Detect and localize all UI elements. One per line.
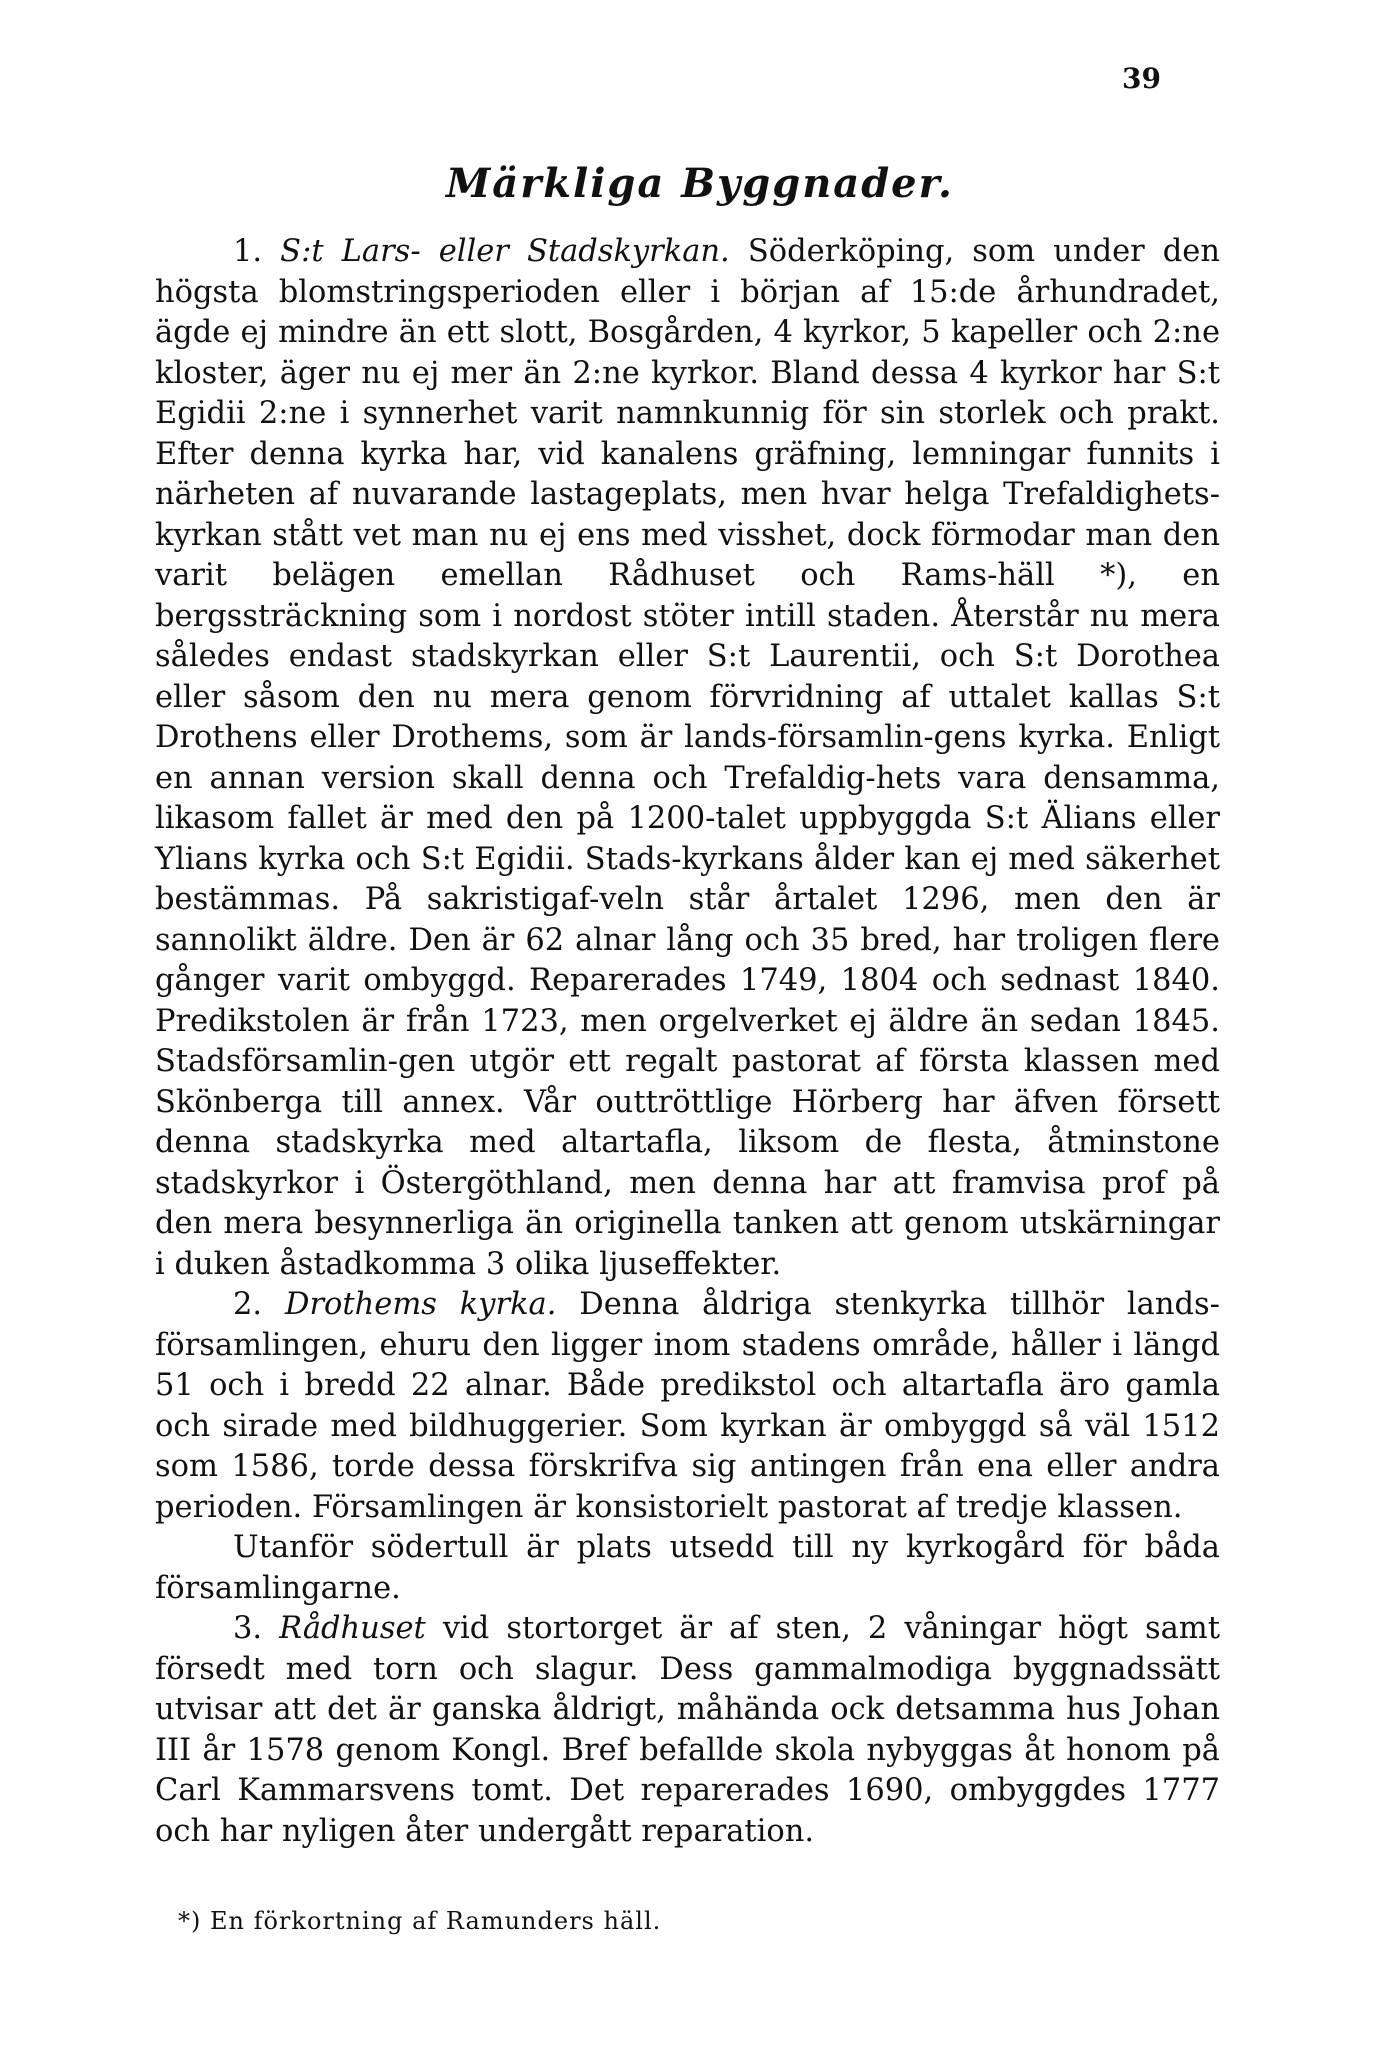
- section-title: Drothems kyrka.: [284, 1287, 557, 1322]
- section-number: 2.: [233, 1287, 263, 1322]
- section-text: vid stortorget är af sten, 2 våningar högt samt försedt med torn och slagur. Dess gammalmodiga byggnadssätt utvisar att det är ganska åldrigt, måhända ock detsamma hus Johan III år 1578 genom Kongl. Bref befallde skola nybyggas åt honom på Carl Kammarsvens tomt. Det reparerades 1690, ombyggdes 1777 och har nyligen åter undergått reparation.: [155, 1611, 1220, 1849]
- paragraph-4: [155, 1609, 1220, 1852]
- paragraph-1: [155, 232, 1220, 1285]
- section-text: Denna åldriga stenkyrka tillhör lands-församlingen, ehuru den ligger inom stadens område, håller i längd 51 och i bredd 22 alnar. Både predikstol och altartafla äro gamla och sirade med bildhuggerier. Som kyrkan är ombyggd så väl 1512 som 1586, torde dessa förskrifva sig antingen från ena eller andra perioden. Församlingen är konsistorielt pastorat af tredje klassen.: [155, 1287, 1220, 1525]
- section-number: 3.: [233, 1611, 263, 1646]
- page-number: 39: [1122, 62, 1161, 95]
- section-text: Söderköping, som under den högsta blomstringsperioden eller i början af 15:de århundradet, ägde ej mindre än ett slott, Bosgården, 4 kyrkor, 5 kapeller och 2:ne kloster, äger nu ej mer än 2:ne kyrkor. Bland dessa 4 kyrkor har S:t Egidii 2:ne i synnerhet varit namnkunnig för sin storlek och prakt. Efter denna kyrka har, vid kanalens gräfning, lemningar funnits i närheten af nuvarande lastageplats, men hvar helga Trefaldighets-kyrkan stått vet man nu ej ens med visshet, dock förmodar man den varit belägen emellan Rådhuset och Rams-häll *), en bergssträckning som i nordost stöter intill staden. Återstår nu mera således endast stadskyrkan eller S:t Laurentii, och S:t Dorothea eller såsom den nu mera genom förvridning af uttalet kallas S:t Drothens eller Drothems, som är lands-församlin-gens kyrka. Enligt en annan version skall denna och Trefaldig-hets vara densamma, likasom fallet är med den på 1200-talet uppbyggda S:t Älians eller Ylians kyrka och S:t Egidii. Stads-kyrkans ålder kan ej med säkerhet bestämmas. På sakristigaf-veln står årtalet 1296, men den är sannolikt äldre. Den är 62 alnar lång och 35 bred, har troligen flere gånger varit ombyggd. Reparerades 1749, 1804 och sednast 1840. Predikstolen är från 1723, men orgelverket ej äldre än sedan 1845. Stadsförsamlin-gen utgör ett regalt pastorat af första klassen med Skönberga till annex. Vår outtröttlige Hörberg har äfven försett denna stadskyrka med altartafla, liksom de flesta, åtminstone stadskyrkor i Östergöthland, men denna har att framvisa prof på den mera besynnerliga än originella tanken att genom utskärningar i duken åstadkomma 3 olika ljuseffekter.: [155, 234, 1220, 1282]
- section-title: S:t Lars- eller Stadskyrkan.: [280, 234, 730, 269]
- footnote: *) En förkortning af Ramunders häll.: [178, 1907, 662, 1935]
- page-heading: Märkliga Byggnader.: [446, 160, 954, 207]
- section-text: Utanför södertull är plats utsedd till ny kyrkogård för båda församlingarne.: [155, 1530, 1220, 1606]
- paragraph-3: [155, 1528, 1220, 1609]
- section-title: Rådhuset: [279, 1611, 426, 1646]
- body-text: [155, 232, 1220, 1852]
- section-number: 1.: [233, 234, 263, 269]
- paragraph-2: [155, 1285, 1220, 1528]
